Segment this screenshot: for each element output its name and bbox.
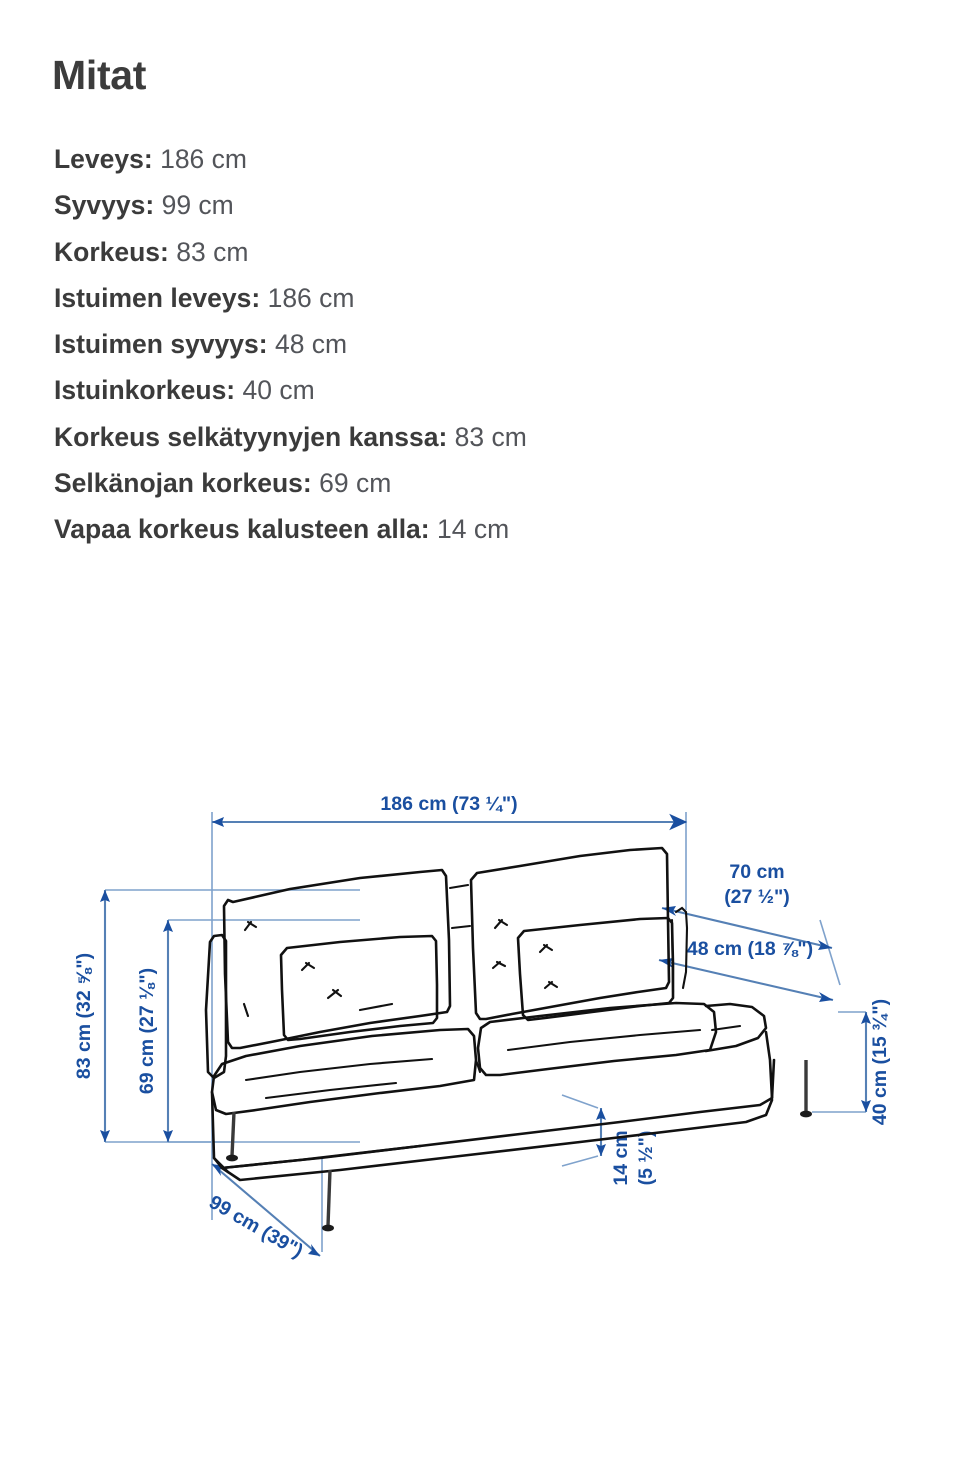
spec-row-seat-depth [54, 321, 894, 367]
dimension-backrest-height-69 [136, 920, 173, 1142]
sofa-diagram-svg [0, 760, 960, 1320]
spec-label: Selkänojan korkeus: [54, 468, 312, 499]
spec-row-height-with-cushions [54, 414, 894, 460]
spec-label: Leveys: [54, 144, 153, 174]
spec-row-width [54, 136, 894, 182]
spec-value: 14 cm [437, 514, 510, 545]
spec-row-backrest-height [54, 460, 894, 506]
spec-row-depth [54, 182, 894, 228]
dim-label-width: 186 cm (73 ¼") [380, 793, 518, 815]
spec-label: Korkeus: [54, 236, 169, 267]
spec-label: Korkeus selkätyynyjen kanssa: [54, 421, 448, 452]
dimension-clearance-14 [562, 1095, 657, 1186]
spec-list [54, 136, 894, 553]
sofa-illustration [206, 848, 812, 1231]
spec-label: Vapaa korkeus kalusteen alla: [54, 514, 430, 545]
dimension-height-83 [73, 890, 110, 1142]
page-title: Mitat [52, 52, 147, 99]
spec-value: 99 cm [161, 190, 234, 221]
sofa-dimension-drawing [0, 760, 960, 1320]
sofa-legs [226, 1060, 812, 1231]
dimension-width-186 [212, 793, 686, 827]
spec-value: 186 cm [160, 144, 247, 174]
spec-label: Istuinkorkeus: [54, 375, 236, 406]
spec-row-height [54, 229, 894, 275]
spec-row-seat-width [54, 275, 894, 321]
dim-label-depth-diagonal: 99 cm (39") [205, 1191, 307, 1263]
spec-row-seat-height [54, 367, 894, 413]
spec-label: Syvyys: [54, 190, 155, 221]
dim-label-clearance-cm: 14 cm [610, 1130, 632, 1186]
dim-label-backrest-height: 69 cm (27 ⅛") [136, 967, 158, 1095]
spec-value: 69 cm [319, 468, 392, 499]
spec-value: 186 cm [267, 282, 355, 313]
dim-label-back-depth-cm: 70 cm [729, 861, 785, 883]
spec-value: 83 cm [454, 421, 527, 452]
spec-value: 48 cm [274, 329, 348, 360]
dimension-seat-height-40 [861, 999, 891, 1125]
spec-label: Istuimen syvyys: [54, 329, 268, 360]
spec-row-clearance [54, 506, 894, 552]
spec-label: Istuimen leveys: [54, 282, 261, 313]
dim-label-seat-height: 40 cm (15 ¾") [869, 998, 891, 1126]
spec-value: 83 cm [176, 236, 249, 267]
dim-label-total-height: 83 cm (32 ⅝") [73, 952, 95, 1080]
dim-label-seat-depth: 48 cm (18 ⅞") [686, 938, 814, 960]
dim-label-clearance-in: (5 ½") [635, 1130, 657, 1186]
dim-label-back-depth-in: (27 ½") [724, 886, 790, 908]
spec-value: 40 cm [242, 375, 315, 406]
